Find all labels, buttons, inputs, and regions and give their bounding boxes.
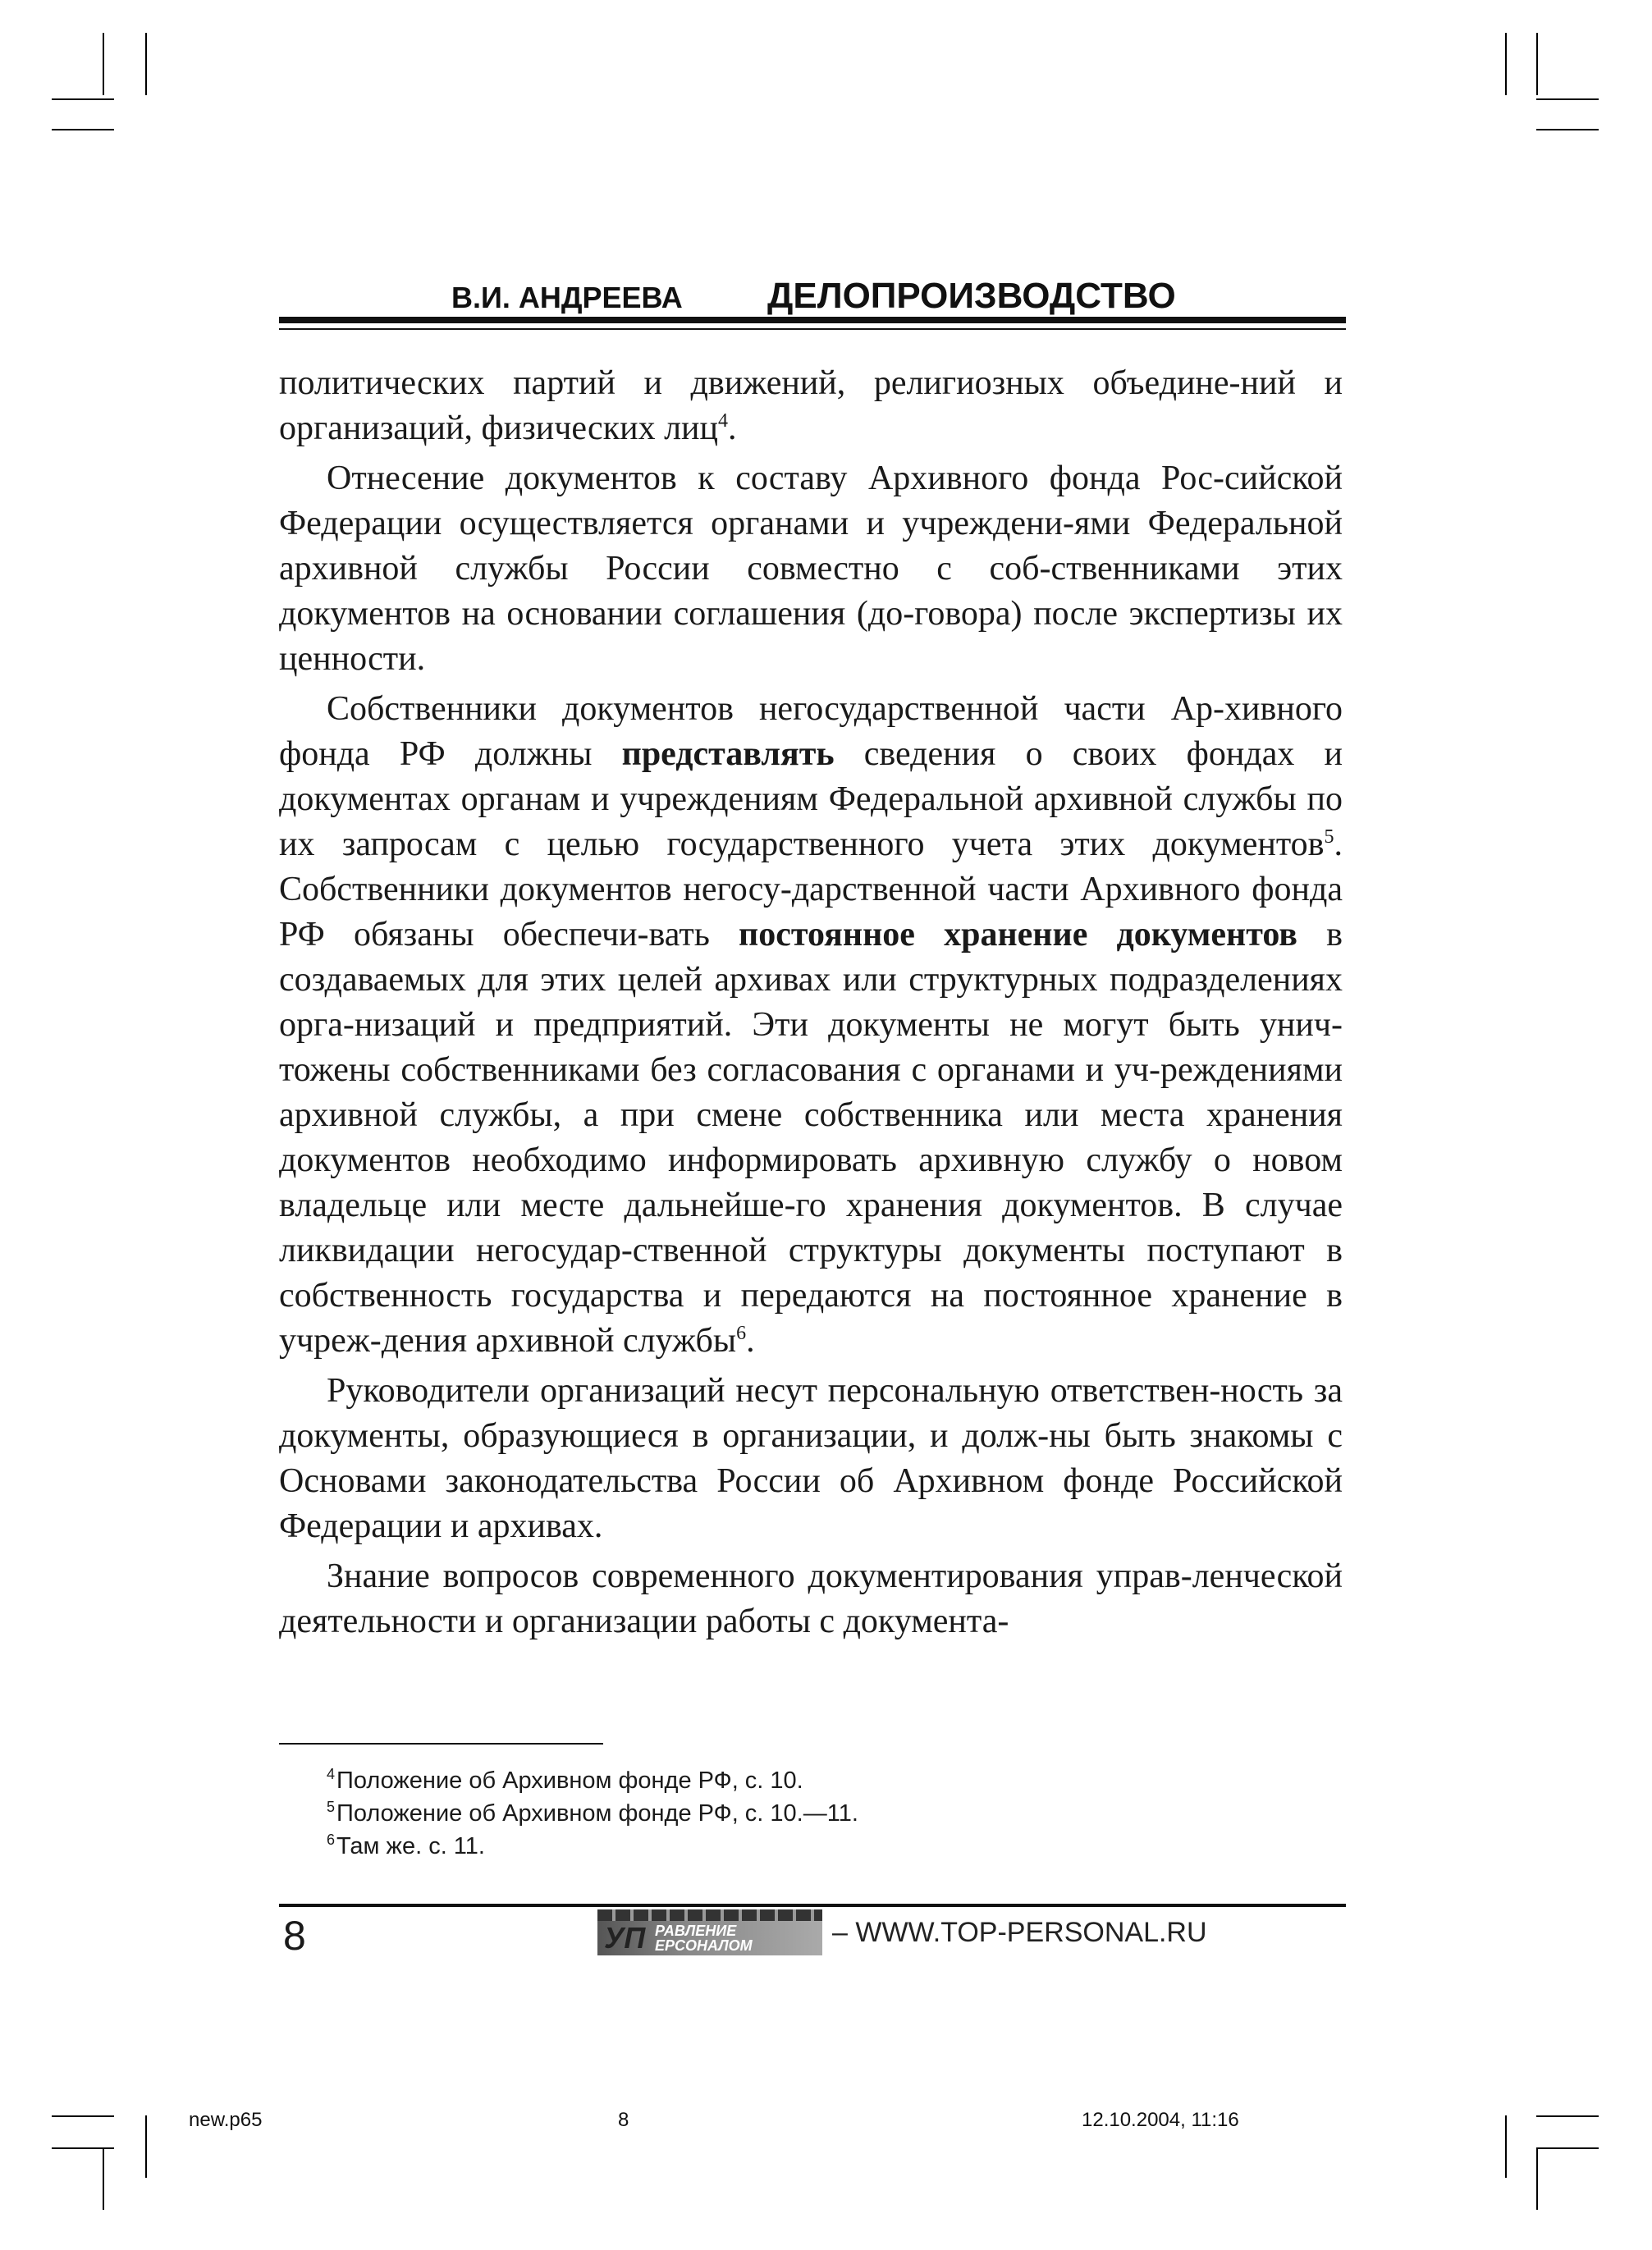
paragraph-1 xyxy=(279,361,1343,451)
footnote xyxy=(327,1797,1311,1830)
paragraph-5: Знание вопросов современного документирования управ-ленческой деятельности и организации работы с документа- xyxy=(279,1557,1343,1640)
crop-mark xyxy=(1536,98,1599,100)
logo-strip xyxy=(597,1909,822,1921)
footnote-ref: 6 xyxy=(736,1323,747,1344)
header-rule xyxy=(279,317,1346,323)
crop-mark xyxy=(52,98,114,100)
publisher-logo xyxy=(597,1909,822,1955)
crop-mark xyxy=(145,2115,147,2178)
slug-datetime: 12.10.2004, 11:16 xyxy=(1082,2109,1239,2131)
paragraph-text: в создаваемых для этих целей архивах или структурных подразделениях орга-низаций и предприятий. Эти документы не могут быть унич-тожены собственниками без согласования с органами и уч-реждениями архивной службы, а при смене собственника или места хранения документов необходимо информировать архивную службу о новом владельце или месте дальнейше-го хранения документов. В случае ликвидации негосудар-ственной структуры документы поступают в собственность государства и передаются на постоянное хранение в учреж-дения архивной службы xyxy=(279,916,1343,1360)
header-rule-thin xyxy=(279,328,1346,330)
crop-mark xyxy=(52,2115,114,2117)
footer-rule xyxy=(279,1904,1346,1907)
crop-mark xyxy=(52,2147,114,2149)
header-author: В.И. АНДРЕЕВА xyxy=(451,281,683,314)
crop-mark xyxy=(1505,2115,1507,2178)
footnote xyxy=(327,1764,1311,1797)
paragraph-4: Руководители организаций несут персональную ответствен-ность за документы, образующиеся в организации, и долж-ны быть знакомы с Основами законодательства России об Архивном фонде Российской Федерации и архивах. xyxy=(279,1372,1343,1545)
crop-mark xyxy=(52,129,114,130)
paragraph-text: . Собственники документов негосу-дарственной части Архивного фонда РФ обязаны обеспечи-вать xyxy=(279,825,1343,954)
paragraph-text: . xyxy=(746,1322,755,1360)
footnote-ref: 4 xyxy=(718,410,728,432)
crop-mark xyxy=(103,33,104,95)
crop-mark xyxy=(145,33,147,95)
paragraph-3 xyxy=(279,687,1343,1364)
bold-term: представлять xyxy=(621,735,835,773)
body-text xyxy=(279,361,1343,1644)
crop-mark xyxy=(1505,33,1507,95)
footnote-text: Положение об Архивном фонде РФ, с. 10.—11. xyxy=(336,1800,858,1827)
slug-filename: new.p65 xyxy=(189,2109,263,2131)
crop-mark xyxy=(1536,33,1538,95)
footnote-rule xyxy=(279,1743,603,1745)
page-number: 8 xyxy=(283,1913,306,1959)
logo-word: ЕРСОНАЛОМ xyxy=(655,1937,753,1954)
paragraph-text: Собственники документов негосударственной части Ар-хивного фонда РФ должны xyxy=(279,690,1343,773)
footer-url: – WWW.TOP-PERSONAL.RU xyxy=(832,1917,1207,1948)
paragraph-text: политических партий и движений, религиозных объедине-ний и организаций, физических лиц xyxy=(279,364,1343,447)
paragraph-text: сведения о своих фондах и документах органам и учреждениям Федеральной архивной службы по их запросам с целью государственного учета этих документов xyxy=(279,735,1343,863)
footnote-text: Положение об Архивном фонде РФ, с. 10. xyxy=(336,1768,803,1794)
slug-page: 8 xyxy=(618,2109,629,2131)
crop-mark xyxy=(1536,2115,1599,2117)
logo-word: РАВЛЕНИЕ xyxy=(655,1923,737,1939)
running-header xyxy=(279,271,1346,320)
crop-mark xyxy=(1536,2147,1599,2149)
footnotes xyxy=(327,1764,1311,1863)
logo-mark: УП xyxy=(604,1921,646,1955)
footnote-number: 4 xyxy=(327,1766,336,1783)
header-title: ДЕЛОПРОИЗВОДСТВО xyxy=(767,276,1176,316)
footnote-number: 5 xyxy=(327,1799,336,1816)
footnote-ref: 5 xyxy=(1324,826,1334,848)
crop-mark xyxy=(1536,129,1599,130)
crop-mark xyxy=(103,2147,104,2210)
paragraph-2: Отнесение документов к составу Архивного фонда Рос-сийской Федерации осуществляется органами и учреждени-ями Федеральной архивной службы России совместно с соб-ственниками этих документов на основании соглашения (до-говора) после экспертизы их ценности. xyxy=(279,460,1343,678)
footnote-text: Там же. с. 11. xyxy=(336,1833,485,1859)
footnote xyxy=(327,1830,1311,1863)
bold-term: постоянное хранение документов xyxy=(739,916,1297,954)
footnote-number: 6 xyxy=(327,1832,336,1849)
crop-mark xyxy=(1536,2147,1538,2210)
paragraph-text: . xyxy=(728,409,737,447)
